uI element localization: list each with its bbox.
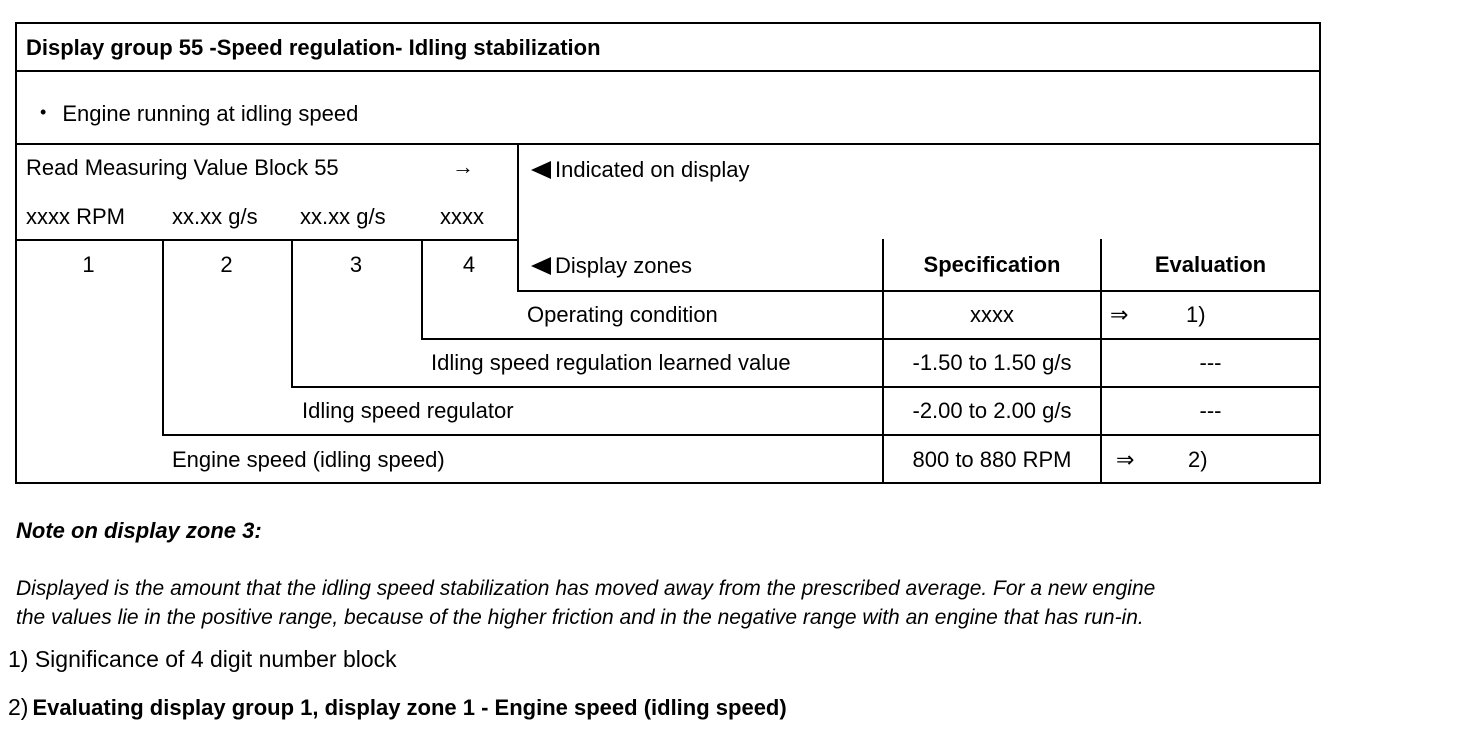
table-border-bottom [15,482,1321,484]
footnote-number: 2) [8,694,29,720]
implies-arrow-icon: ⇒ [1116,447,1135,472]
row-spec-speed-regulator: -2.00 to 2.00 g/s [912,398,1072,423]
bullet-divider [15,143,1321,145]
row-label-learned-value: Idling speed regulation learned value [431,350,791,375]
footnote-text: Evaluating display group 1, display zone 1 - Engine speed (idling speed) [32,695,787,720]
zone-number-2: 2 [220,252,233,277]
values-divider [15,239,421,241]
row-spec-learned-value: -1.50 to 1.50 g/s [912,350,1072,375]
display-zones-header [531,254,692,278]
zone-number-4: 4 [462,252,476,277]
row-label-operating-condition: Operating condition [527,302,718,327]
zone4-cap [421,239,519,241]
row-eval-ref-1: 1) [1186,302,1206,327]
footnote-text: Significance of 4 digit number block [34,646,397,672]
table-title: Display group 55 -Speed regulation- Idling stabilization [26,35,601,60]
read-block-label: Read Measuring Value Block 55 [26,155,339,180]
zone-number-1: 1 [82,252,95,277]
pointer-left-icon [531,257,551,275]
table-border-right [1319,22,1321,484]
display-zones-label: Display zones [555,253,692,278]
note-line-1: Displayed is the amount that the idling speed stabilization has moved away from the prescribed average. For a new engine [16,577,1156,600]
value-zone-1: xxxx RPM [26,204,125,229]
row3-bottom [162,434,1321,436]
bullet-dot: • [40,102,47,122]
title-divider [15,70,1321,72]
row-label-engine-speed: Engine speed (idling speed) [172,447,445,472]
implies-arrow-icon: ⇒ [1110,302,1129,327]
value-zone-3: xx.xx g/s [300,204,386,229]
pointer-left-icon [531,161,551,179]
footnote-2 [8,694,787,721]
row1-top [517,290,1321,292]
note-title: Note on display zone 3: [16,518,262,543]
indicated-label: Indicated on display [555,157,750,182]
value-zone-2: xx.xx g/s [172,204,258,229]
indicated-col-left [517,143,519,292]
zone-number-3: 3 [349,252,363,277]
row-eval-speed-regulator: --- [1199,398,1222,423]
row2-bottom [291,386,1321,388]
specification-header: Specification [923,252,1061,277]
note-line-2: the values lie in the positive range, because of the higher friction and in the negative range with an engine that has run-in. [16,606,1144,629]
footnote-number: 1) [8,646,29,672]
evaluation-header: Evaluation [1154,252,1267,277]
arrow-right-icon: → [452,154,474,179]
row-spec-engine-speed: 800 to 880 RPM [912,447,1072,472]
row-spec-operating-condition: xxxx [970,302,1014,327]
value-zone-4: xxxx [440,204,484,229]
row1-bottom [421,338,1321,340]
row-eval-learned-value: --- [1199,350,1222,375]
footnote-1 [8,646,397,673]
row-eval-ref-2: 2) [1188,447,1208,472]
table-border-top [15,22,1321,24]
indicated-on-display [531,158,749,182]
row-label-speed-regulator: Idling speed regulator [302,398,514,423]
bullet-item [40,100,358,126]
bullet-text: Engine running at idling speed [62,101,359,126]
